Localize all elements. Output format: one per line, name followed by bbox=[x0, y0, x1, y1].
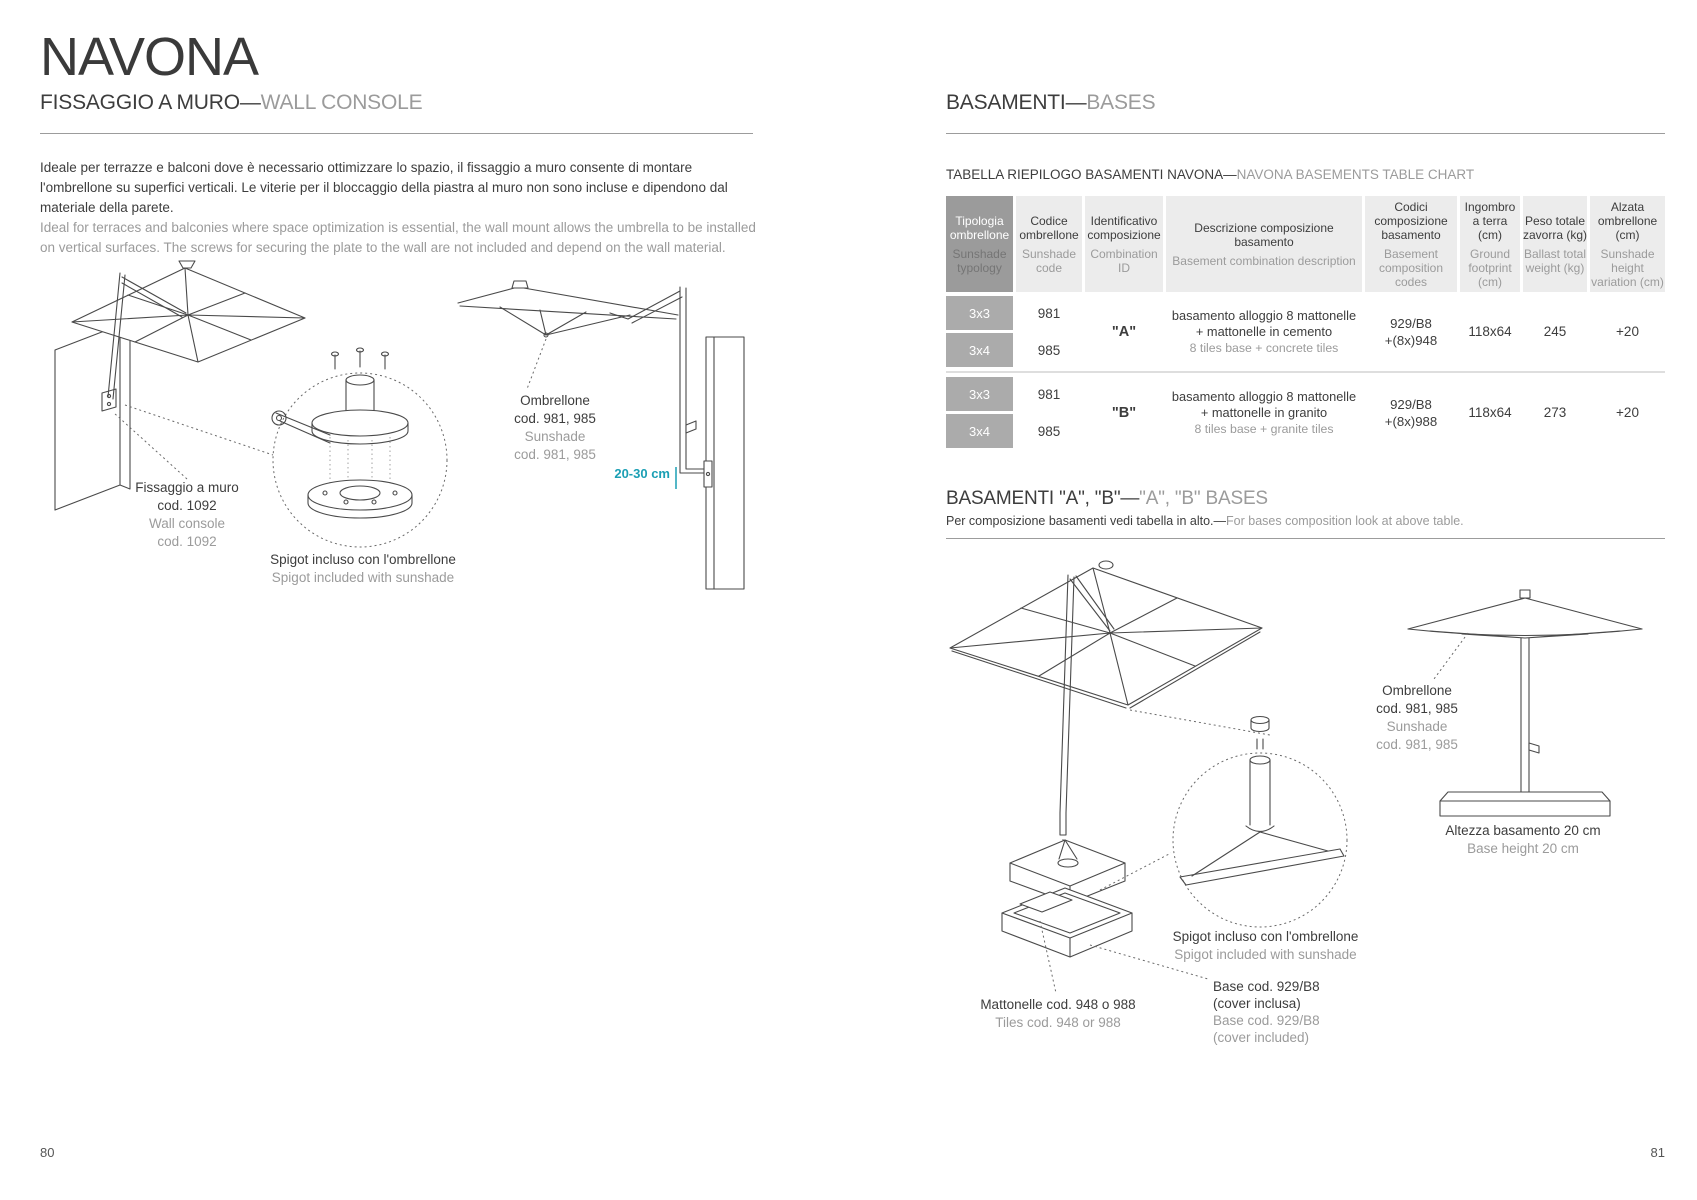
header-cell-combination-id bbox=[1085, 196, 1163, 292]
header-weight-it: Peso totale zavorra (kg) bbox=[1523, 213, 1588, 242]
bases-ab-subnote bbox=[946, 514, 1464, 529]
sunshade-label-left-it1: Ombrellone bbox=[520, 393, 590, 408]
base-cod-label-it2: (cover inclusa) bbox=[1213, 996, 1301, 1011]
description-en: 8 tiles base + concrete tiles bbox=[1189, 340, 1339, 355]
description-en: 8 tiles base + granite tiles bbox=[1194, 421, 1334, 436]
code-cell: 981 bbox=[1037, 305, 1061, 321]
weight-cell: 245 bbox=[1543, 324, 1567, 339]
bases-heading-en: BASES bbox=[1086, 91, 1156, 114]
header-cell-height bbox=[1590, 196, 1665, 292]
combination-id-cell: "A" bbox=[1111, 323, 1137, 340]
header-codes-it: Codici composizione basamento bbox=[1374, 199, 1448, 242]
header-height-it: Alzata ombrellone (cm) bbox=[1597, 199, 1658, 242]
left-subtitle-en: WALL CONSOLE bbox=[260, 91, 423, 114]
typology-cell: 3x4 bbox=[946, 333, 1013, 367]
footprint-cell: 118x64 bbox=[1468, 405, 1512, 420]
intro-english: Ideal for terraces and balconies where space optimization is essential, the wall mount allows the umbrella to be installed on vertical surfaces. The screws for securing the plate to the wall are not included and depend on the wall material. bbox=[40, 220, 756, 255]
table-title-en: NAVONA BASEMENTS TABLE CHART bbox=[1236, 167, 1475, 182]
sunshade-label-left-en2: cod. 981, 985 bbox=[514, 447, 596, 462]
typology-cell: 3x4 bbox=[946, 414, 1013, 448]
header-codes-en: Basement composition codes bbox=[1378, 246, 1444, 289]
header-description-it: Descrizione composizione basamento bbox=[1194, 220, 1334, 249]
bases-ab-heading bbox=[946, 489, 1268, 508]
sunshade-label-right-en2: cod. 981, 985 bbox=[1376, 737, 1458, 752]
bases-table bbox=[946, 196, 1665, 448]
spigot-detail-circle bbox=[272, 348, 447, 547]
spigot-label-right-en: Spigot included with sunshade bbox=[1174, 947, 1357, 962]
wall-console-label-en1: Wall console bbox=[148, 516, 226, 531]
bases-table-header bbox=[946, 196, 1665, 292]
bases-ab-heading-en: "A", "B" BASES bbox=[1139, 488, 1268, 509]
left-subtitle bbox=[40, 92, 422, 113]
exploded-base-drawing bbox=[1002, 840, 1132, 957]
base-cod-label-it1: Base cod. 929/B8 bbox=[1213, 979, 1320, 994]
footprint-cell: 118x64 bbox=[1468, 324, 1512, 339]
wall-console-label bbox=[87, 479, 287, 551]
table-group-A bbox=[946, 296, 1665, 367]
header-cell-codes bbox=[1365, 196, 1457, 292]
base-height-label bbox=[1398, 822, 1648, 858]
codes-line1: 929/B8 bbox=[1390, 396, 1432, 412]
spigot-label-right-it: Spigot incluso con l'ombrellone bbox=[1172, 929, 1359, 944]
description-it2: + mattonelle in cemento bbox=[1195, 323, 1333, 339]
tiles-label-it: Mattonelle cod. 948 o 988 bbox=[980, 997, 1136, 1012]
base-cod-label-en1: Base cod. 929/B8 bbox=[1213, 1013, 1320, 1028]
description-it1: basamento alloggio 8 mattonelle bbox=[1171, 307, 1357, 323]
codes-line2: +(8x)948 bbox=[1384, 332, 1438, 348]
bases-ab-subnote-dash: — bbox=[1213, 514, 1227, 528]
left-subtitle-it: FISSAGGIO A MURO bbox=[40, 91, 240, 114]
bases-ab-subnote-en: For bases composition look at above table. bbox=[1226, 514, 1464, 528]
bases-heading bbox=[946, 92, 1155, 113]
header-description-en: Basement combination description bbox=[1172, 253, 1356, 268]
typology-cell: 3x3 bbox=[946, 296, 1013, 330]
sunshade-label-left-it2: cod. 981, 985 bbox=[514, 411, 596, 426]
sunshade-label-left bbox=[455, 392, 655, 464]
bases-ab-subnote-it: Per composizione basamenti vedi tabella in alto. bbox=[946, 514, 1214, 528]
header-cell-weight bbox=[1523, 196, 1587, 292]
sunshade-label-right bbox=[1317, 682, 1517, 754]
wall-console-label-it1: Fissaggio a muro bbox=[135, 480, 239, 495]
base-cod-label-en2: (cover included) bbox=[1213, 1030, 1310, 1045]
header-typology-it: Tipologia ombrellone bbox=[949, 213, 1010, 242]
base-cod-label bbox=[1213, 978, 1403, 1046]
bases-heading-it: BASAMENTI bbox=[946, 91, 1066, 114]
table-title bbox=[946, 168, 1474, 183]
table-group-separator bbox=[946, 371, 1665, 373]
distance-label: 20-30 cm bbox=[614, 466, 670, 481]
height-cell: +20 bbox=[1616, 324, 1639, 339]
codes-line1: 929/B8 bbox=[1390, 315, 1432, 331]
header-height-en: Sunshade height variation (cm) bbox=[1591, 246, 1664, 289]
wall-console-label-en2: cod. 1092 bbox=[157, 534, 217, 549]
bases-ab-heading-it: BASAMENTI "A", "B" bbox=[946, 488, 1121, 509]
wall-console-label-it2: cod. 1092 bbox=[157, 498, 217, 513]
height-cell: +20 bbox=[1616, 405, 1639, 420]
cantilever-umbrella-drawing bbox=[950, 561, 1262, 871]
base-height-label-it: Altezza basamento 20 cm bbox=[1445, 823, 1601, 838]
description-it1: basamento alloggio 8 mattonelle bbox=[1171, 388, 1357, 404]
base-height-label-en: Base height 20 cm bbox=[1467, 841, 1579, 856]
header-cell-description bbox=[1166, 196, 1362, 292]
header-cell-footprint bbox=[1460, 196, 1520, 292]
typology-cell: 3x3 bbox=[946, 377, 1013, 411]
header-weight-en: Ballast total weight (kg) bbox=[1523, 246, 1587, 275]
codes-cell bbox=[1365, 377, 1457, 448]
page-title: NAVONA bbox=[40, 27, 259, 87]
codes-cell bbox=[1365, 296, 1457, 367]
code-cell: 981 bbox=[1037, 386, 1061, 402]
description-cell bbox=[1166, 377, 1362, 448]
header-footprint-it: Ingombro a terra (cm) bbox=[1464, 199, 1516, 242]
page-number-right: 81 bbox=[1650, 1145, 1665, 1160]
code-cell: 985 bbox=[1037, 423, 1061, 439]
right-divider-top bbox=[946, 133, 1665, 134]
description-cell bbox=[1166, 296, 1362, 367]
left-subtitle-dash: — bbox=[239, 91, 261, 114]
sunshade-label-right-en1: Sunshade bbox=[1386, 719, 1448, 734]
header-code-en: Sunshade code bbox=[1021, 246, 1077, 275]
header-cell-typology bbox=[946, 196, 1013, 292]
intro-italian: Ideale per terrazze e balconi dove è necessario ottimizzare lo spazio, il fissaggio a muro consente di montare l'ombrellone su superfici verticali. Le viterie per il bloccaggio della piastra al muro non sono incluse e dipendono dal materiale della parete. bbox=[40, 160, 728, 215]
combination-id-cell: "B" bbox=[1111, 404, 1137, 421]
codes-line2: +(8x)988 bbox=[1384, 413, 1438, 429]
header-code-it: Codice ombrellone bbox=[1019, 213, 1079, 242]
description-it2: + mattonelle in granito bbox=[1200, 404, 1328, 420]
tiles-label bbox=[948, 996, 1168, 1032]
page-number-left: 80 bbox=[40, 1145, 55, 1160]
spigot-label-right bbox=[1158, 928, 1373, 964]
sunshade-label-right-it1: Ombrellone bbox=[1382, 683, 1452, 698]
right-divider-bottom bbox=[946, 538, 1665, 539]
spigot-label-left-en: Spigot included with sunshade bbox=[271, 570, 455, 585]
sunshade-label-left-en1: Sunshade bbox=[524, 429, 586, 444]
code-cell: 985 bbox=[1037, 342, 1061, 358]
spigot-label-left-it: Spigot incluso con l'ombrellone bbox=[270, 552, 456, 567]
header-combination-it: Identificativo composizione bbox=[1087, 213, 1161, 242]
sunshade-label-right-it2: cod. 981, 985 bbox=[1376, 701, 1458, 716]
bases-ab-heading-dash: — bbox=[1120, 488, 1140, 509]
intro-paragraph bbox=[40, 158, 766, 258]
header-combination-en: Combination ID bbox=[1090, 246, 1158, 275]
table-title-it: TABELLA RIEPILOGO BASAMENTI NAVONA bbox=[946, 167, 1224, 182]
spigot-label-left bbox=[213, 551, 513, 587]
bases-heading-dash: — bbox=[1065, 91, 1087, 114]
weight-cell: 273 bbox=[1543, 405, 1567, 420]
tiles-label-en: Tiles cod. 948 or 988 bbox=[995, 1015, 1121, 1030]
table-title-dash: — bbox=[1223, 167, 1237, 182]
table-group-B bbox=[946, 377, 1665, 448]
header-typology-en: Sunshade typology bbox=[952, 246, 1007, 275]
header-footprint-en: Ground footprint (cm) bbox=[1468, 246, 1512, 289]
header-cell-code bbox=[1016, 196, 1082, 292]
left-divider bbox=[40, 133, 753, 134]
